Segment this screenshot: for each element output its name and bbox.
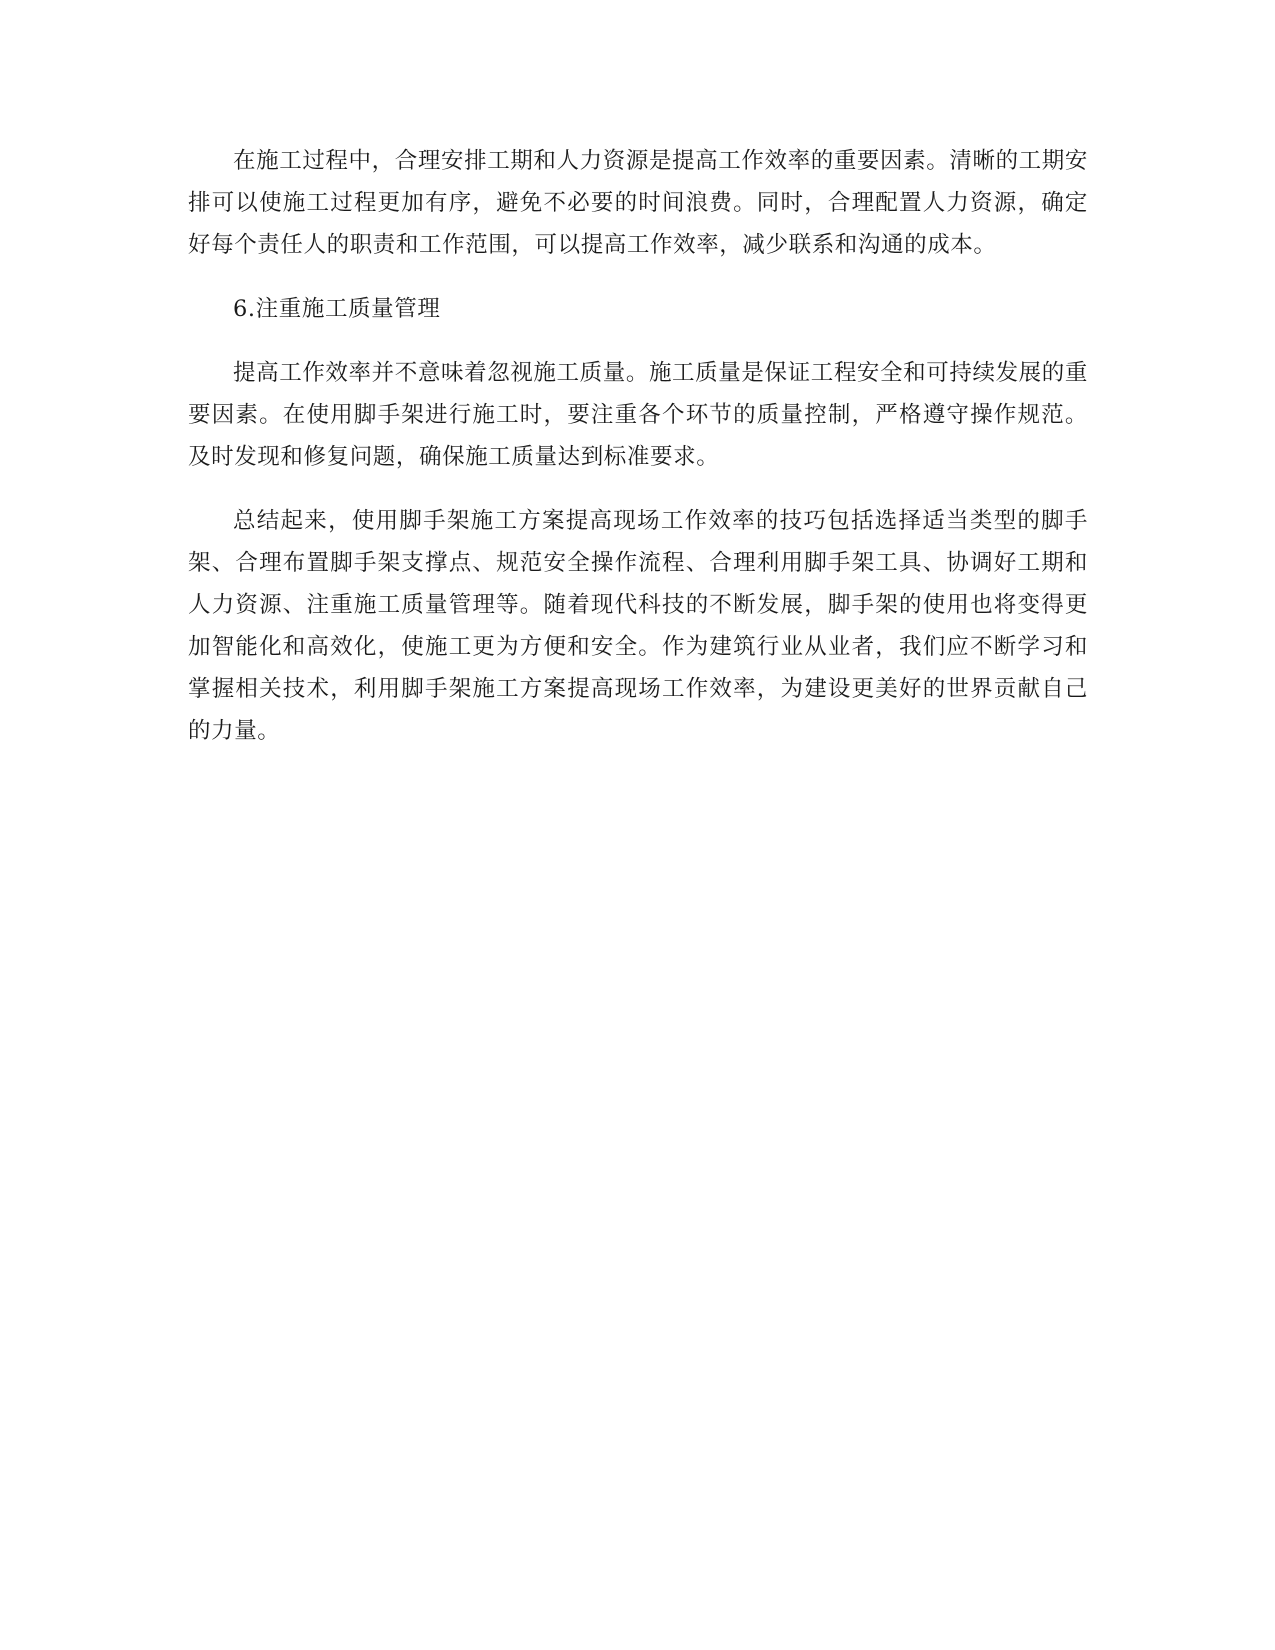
paragraph-schedule-and-staffing: 在施工过程中，合理安排工期和人力资源是提高工作效率的重要因素。清晰的工期安排可以使施工过程更加有序，避免不必要的时间浪费。同时，合理配置人力资源，确定好每个责任人的职责和工作范围，可以提高工作效率，减少联系和沟通的成本。 [188,148,1088,258]
paragraph-summary: 总结起来，使用脚手架施工方案提高现场工作效率的技巧包括选择适当类型的脚手架、合理布置脚手架支撑点、规范安全操作流程、合理利用脚手架工具、协调好工期和人力资源、注重施工质量管理等。随着现代科技的不断发展，脚手架的使用也将变得更加智能化和高效化，使施工更为方便和安全。作为建筑行业从业者，我们应不断学习和掌握相关技术，利用脚手架施工方案提高现场工作效率，为建设更美好的世界贡献自己的力量。 [188,508,1088,744]
document-body [188,140,1088,774]
paragraph-quality: 提高工作效率并不意味着忽视施工质量。施工质量是保证工程安全和可持续发展的重要因素。在使用脚手架进行施工时，要注重各个环节的质量控制，严格遵守操作规范。及时发现和修复问题，确保施工质量达到标准要求。 [188,360,1088,470]
section-heading-quality-management: 6.注重施工质量管理 [233,296,441,322]
